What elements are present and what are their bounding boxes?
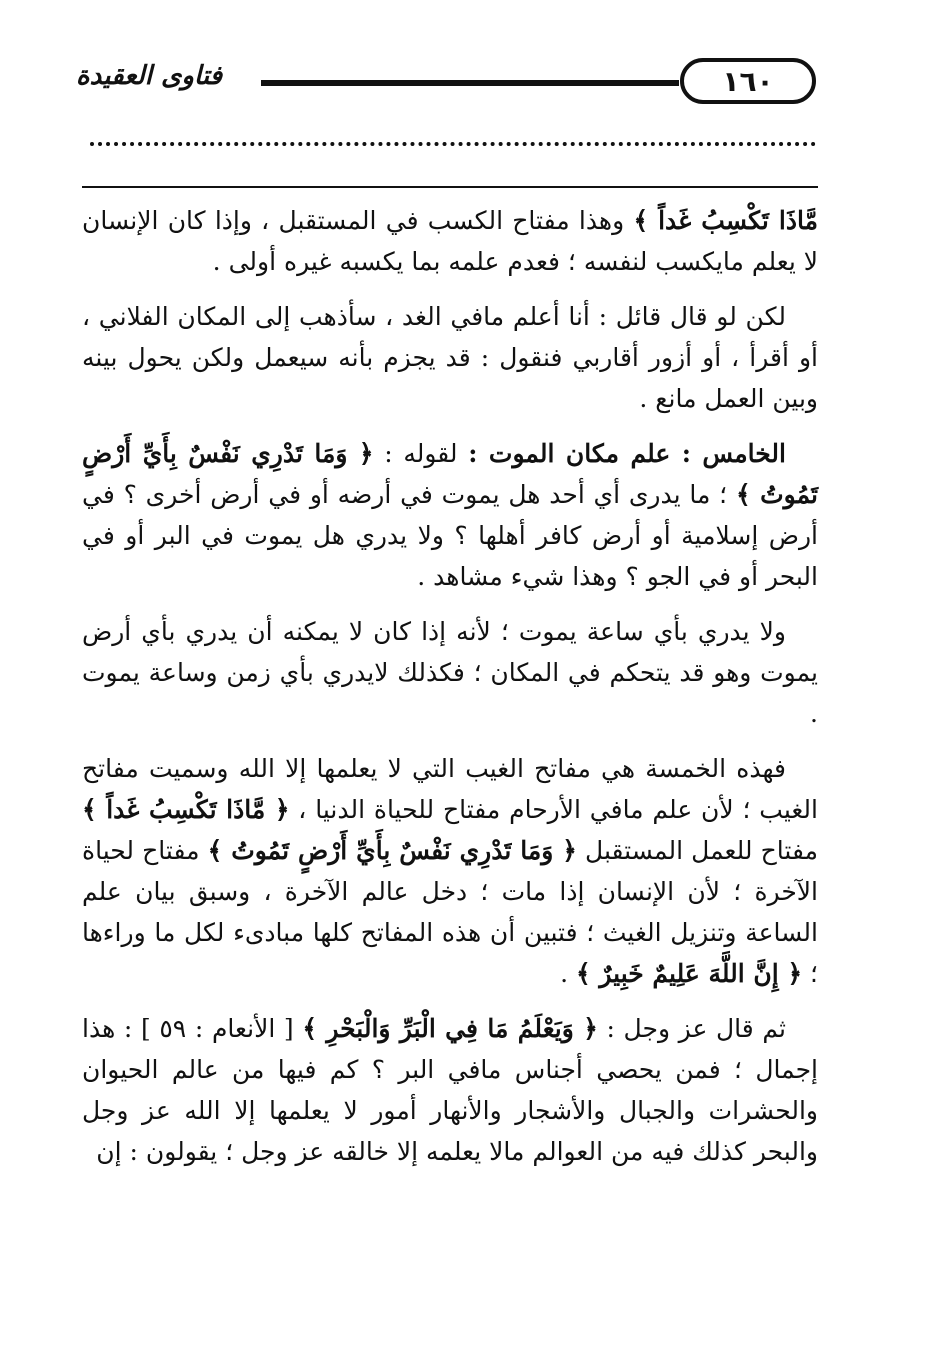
running-header [76,58,818,108]
paragraph [82,748,818,994]
header-rule [261,80,679,86]
book-title: فتاوى العقيدة [76,61,223,91]
quran-verse: ﴿ وَمَا تَدْرِي نَفْسٌ بِأَيِّ أَرْضٍ تَمُوتُ ﴾ [82,439,818,509]
page-number [680,58,816,104]
quran-verse: ﴿ إِنَّ اللَّهَ عَلِيمٌ خَبِيرٌ ﴾ [576,959,803,988]
text-segment: لقوله : [373,439,469,468]
text-segment: لكن لو قال قائل : أنا أعلم مافي الغد ، سأذهب إلى المكان الفلاني ، أو أقرأ ، أو أزور أقاربي فنقول : قد يجزم بأنه سيعمل ولكن يحول بينه وبين العمل مانع . [82,302,818,413]
text-segment: مفتاح للعمل المستقبل [576,836,818,865]
text-segment: ؛ ما يدرى أي أحد هل يموت في أرضه أو في أرض أخرى ؟ في أرض إسلامية أو أرض كافر أهلها ؟ ولا يدري هل يموت في البر أو في البحر أو في الجو ؟ وهذا شيء مشاهد . [82,480,818,591]
quran-verse: ﴿ وَيَعْلَمُ مَا فِي الْبَرِّ وَالْبَحْرِ ﴾ [302,1014,598,1043]
section-heading: الخامس : علم مكان الموت : [468,439,786,468]
paragraph [82,296,818,419]
quran-verse: مَّاذَا تَكْسِبُ غَداً ﴾ [633,206,818,235]
text-segment: [ الأنعام : ٥٩ ] : هذا إجمال ؛ فمن يحصي أجناس مافي البر ؟ كم فيها من عالم الحيوان والحشرات والجبال والأشجار والأنهار أمور لا يعلمها إلا الله عز وجل والبحر كذلك فيه من العوالم مالا يعلمه إلا خالقه عز وجل ؛ يقولون : إن [82,1014,818,1166]
paragraph [82,433,818,597]
body-text [82,200,818,1186]
dotted-divider [90,142,816,146]
text-segment: ولا يدري بأي ساعة يموت ؛ لأنه إذا كان لا يمكنه أن يدري بأي أرض يموت وهو قد يتحكم في المكان ؛ فكذلك لايدري بأي زمن وساعة يموت . [82,617,818,728]
header-separator [82,186,818,188]
paragraph [82,200,818,282]
quran-verse: ﴿ مَّاذَا تَكْسِبُ غَداً ﴾ [82,795,290,824]
text-segment: وهذا مفتاح الكسب في المستقبل ، وإذا كان الإنسان لا يعلم مايكسب لنفسه ؛ فعدم علمه بما يكسبه غيره أولى . [82,206,818,276]
quran-verse: ﴿ وَمَا تَدْرِي نَفْسٌ بِأَيِّ أَرْضٍ تَمُوتُ ﴾ [207,836,577,865]
text-segment: مفتاح لحياة الآخرة ؛ لأن الإنسان إذا مات ؛ دخل عالم الآخرة ، وسبق بيان علم الساعة وتنزيل الغيث ؛ فتبين أن هذه المفاتح كلها مبادىء لكل ما وراءها ؛ [82,836,818,988]
page-number-text: ١٦٠ [722,64,774,98]
text-segment: فهذه الخمسة هي مفاتح الغيب التي لا يعلمها إلا الله وسميت مفاتح الغيب ؛ لأن علم مافي الأرحام مفتاح للحياة الدنيا ، [82,754,818,824]
paragraph [82,1008,818,1172]
text-segment: . [560,959,577,988]
paragraph [82,611,818,734]
text-segment: ثم قال عز وجل : [597,1014,786,1043]
